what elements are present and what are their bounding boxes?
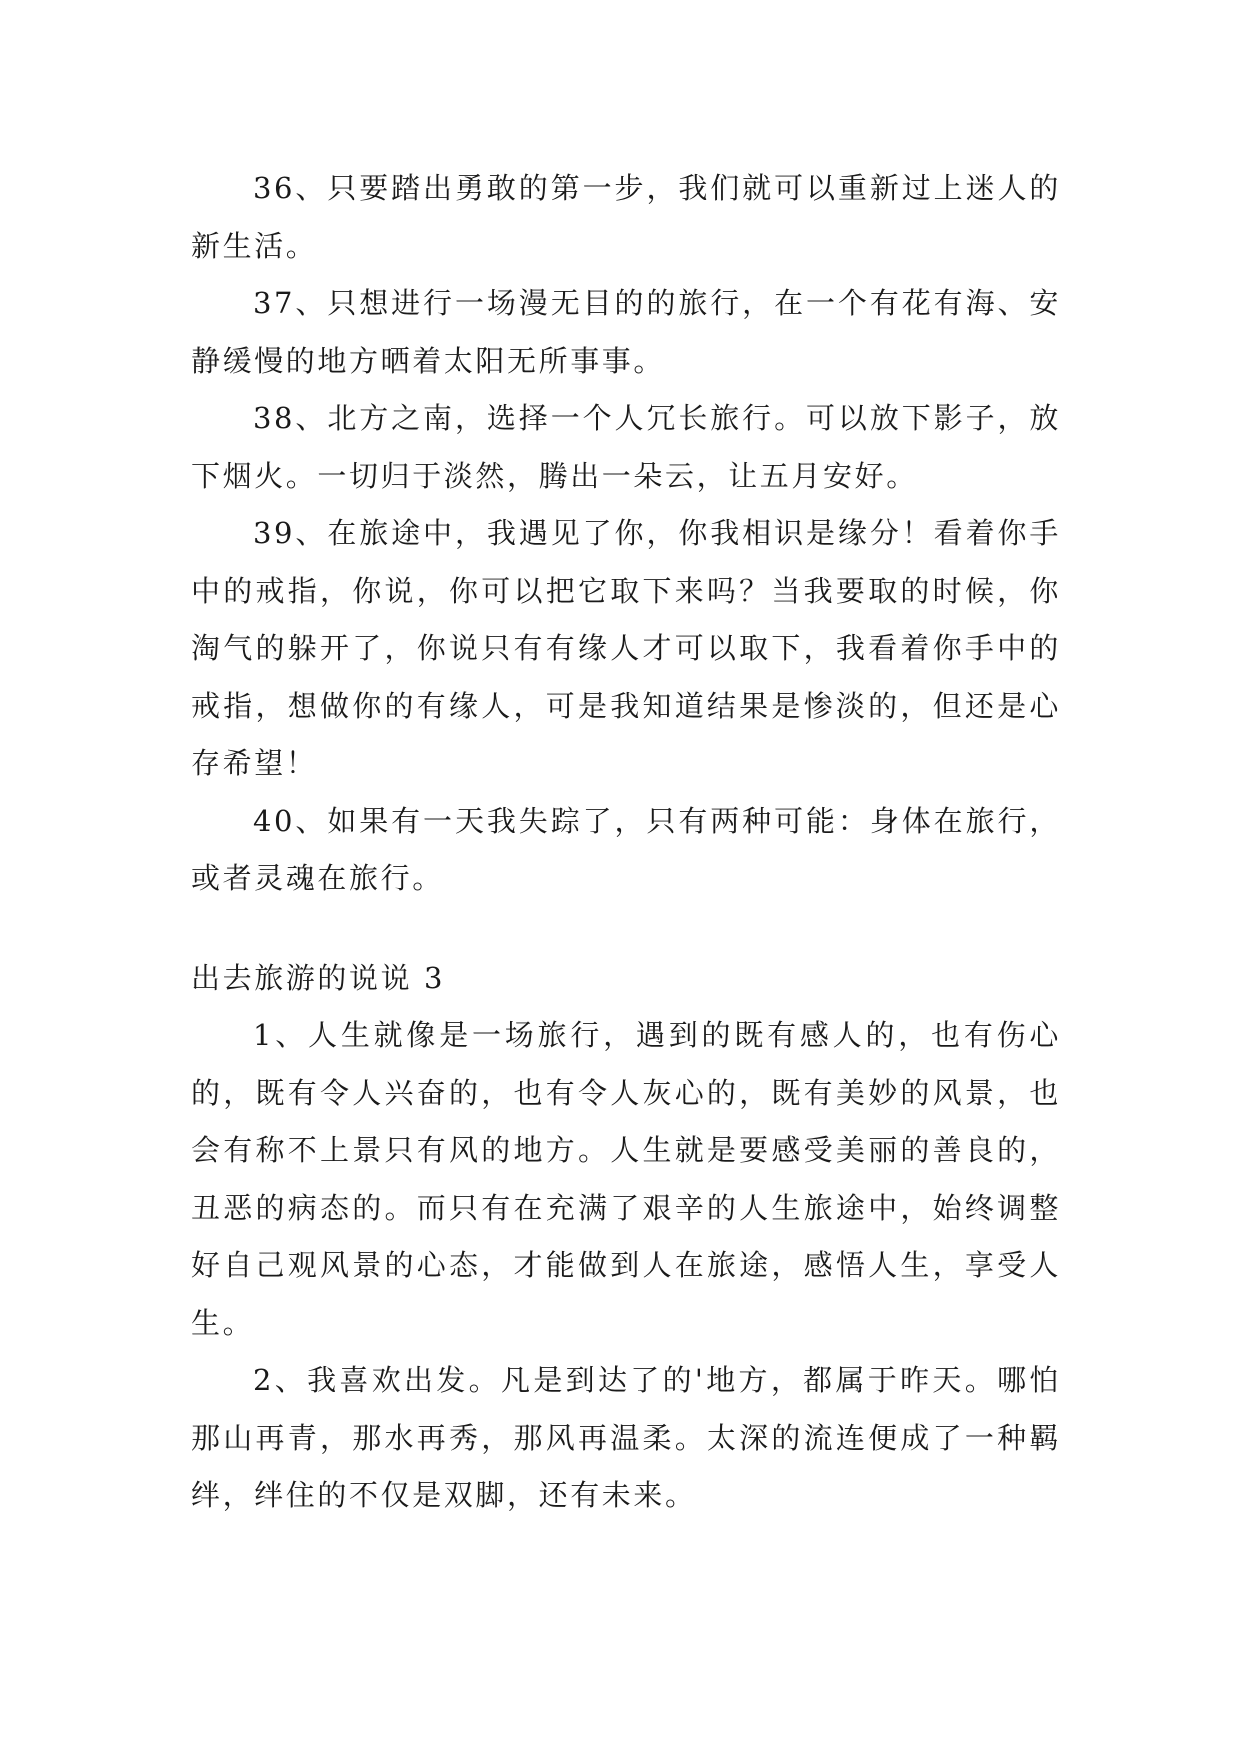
paragraph-36: 36、只要踏出勇敢的第一步，我们就可以重新过上迷人的新生活。 bbox=[191, 171, 1061, 263]
paragraph-39: 39、在旅途中，我遇见了你，你我相识是缘分！看着你手中的戒指，你说，你可以把它取下来吗？当我要取的时候，你淘气的躲开了，你说只有有缘人才可以取下，我看着你手中的戒指，想做你的有缘人，可是我知道结果是惨淡的，但还是心存希望！ bbox=[191, 516, 1061, 780]
paragraph-40: 40、如果有一天我失踪了，只有两种可能：身体在旅行，或者灵魂在旅行。 bbox=[191, 803, 1061, 895]
paragraph-1: 1、人生就像是一场旅行，遇到的既有感人的，也有伤心的，既有令人兴奋的，也有令人灰心的，既有美妙的风景，也会有称不上景只有风的地方。人生就是要感受美丽的善良的，丑恶的病态的。而只有在充满了艰辛的人生旅途中，始终调整好自己观风景的心态，才能做到人在旅途，感悟人生，享受人生。 bbox=[191, 1018, 1061, 1340]
document-body bbox=[191, 160, 1061, 1525]
paragraph-38: 38、北方之南，选择一个人冗长旅行。可以放下影子，放下烟火。一切归于淡然，腾出一朵云，让五月安好。 bbox=[191, 401, 1061, 493]
paragraph-2: 2、我喜欢出发。凡是到达了的'地方，都属于昨天。哪怕那山再青，那水再秀，那风再温柔。太深的流连便成了一种羁绊，绊住的不仅是双脚，还有未来。 bbox=[191, 1363, 1061, 1512]
paragraph-37: 37、只想进行一场漫无目的的旅行，在一个有花有海、安静缓慢的地方晒着太阳无所事事。 bbox=[191, 286, 1061, 378]
section-heading: 出去旅游的说说 3 bbox=[191, 960, 446, 995]
